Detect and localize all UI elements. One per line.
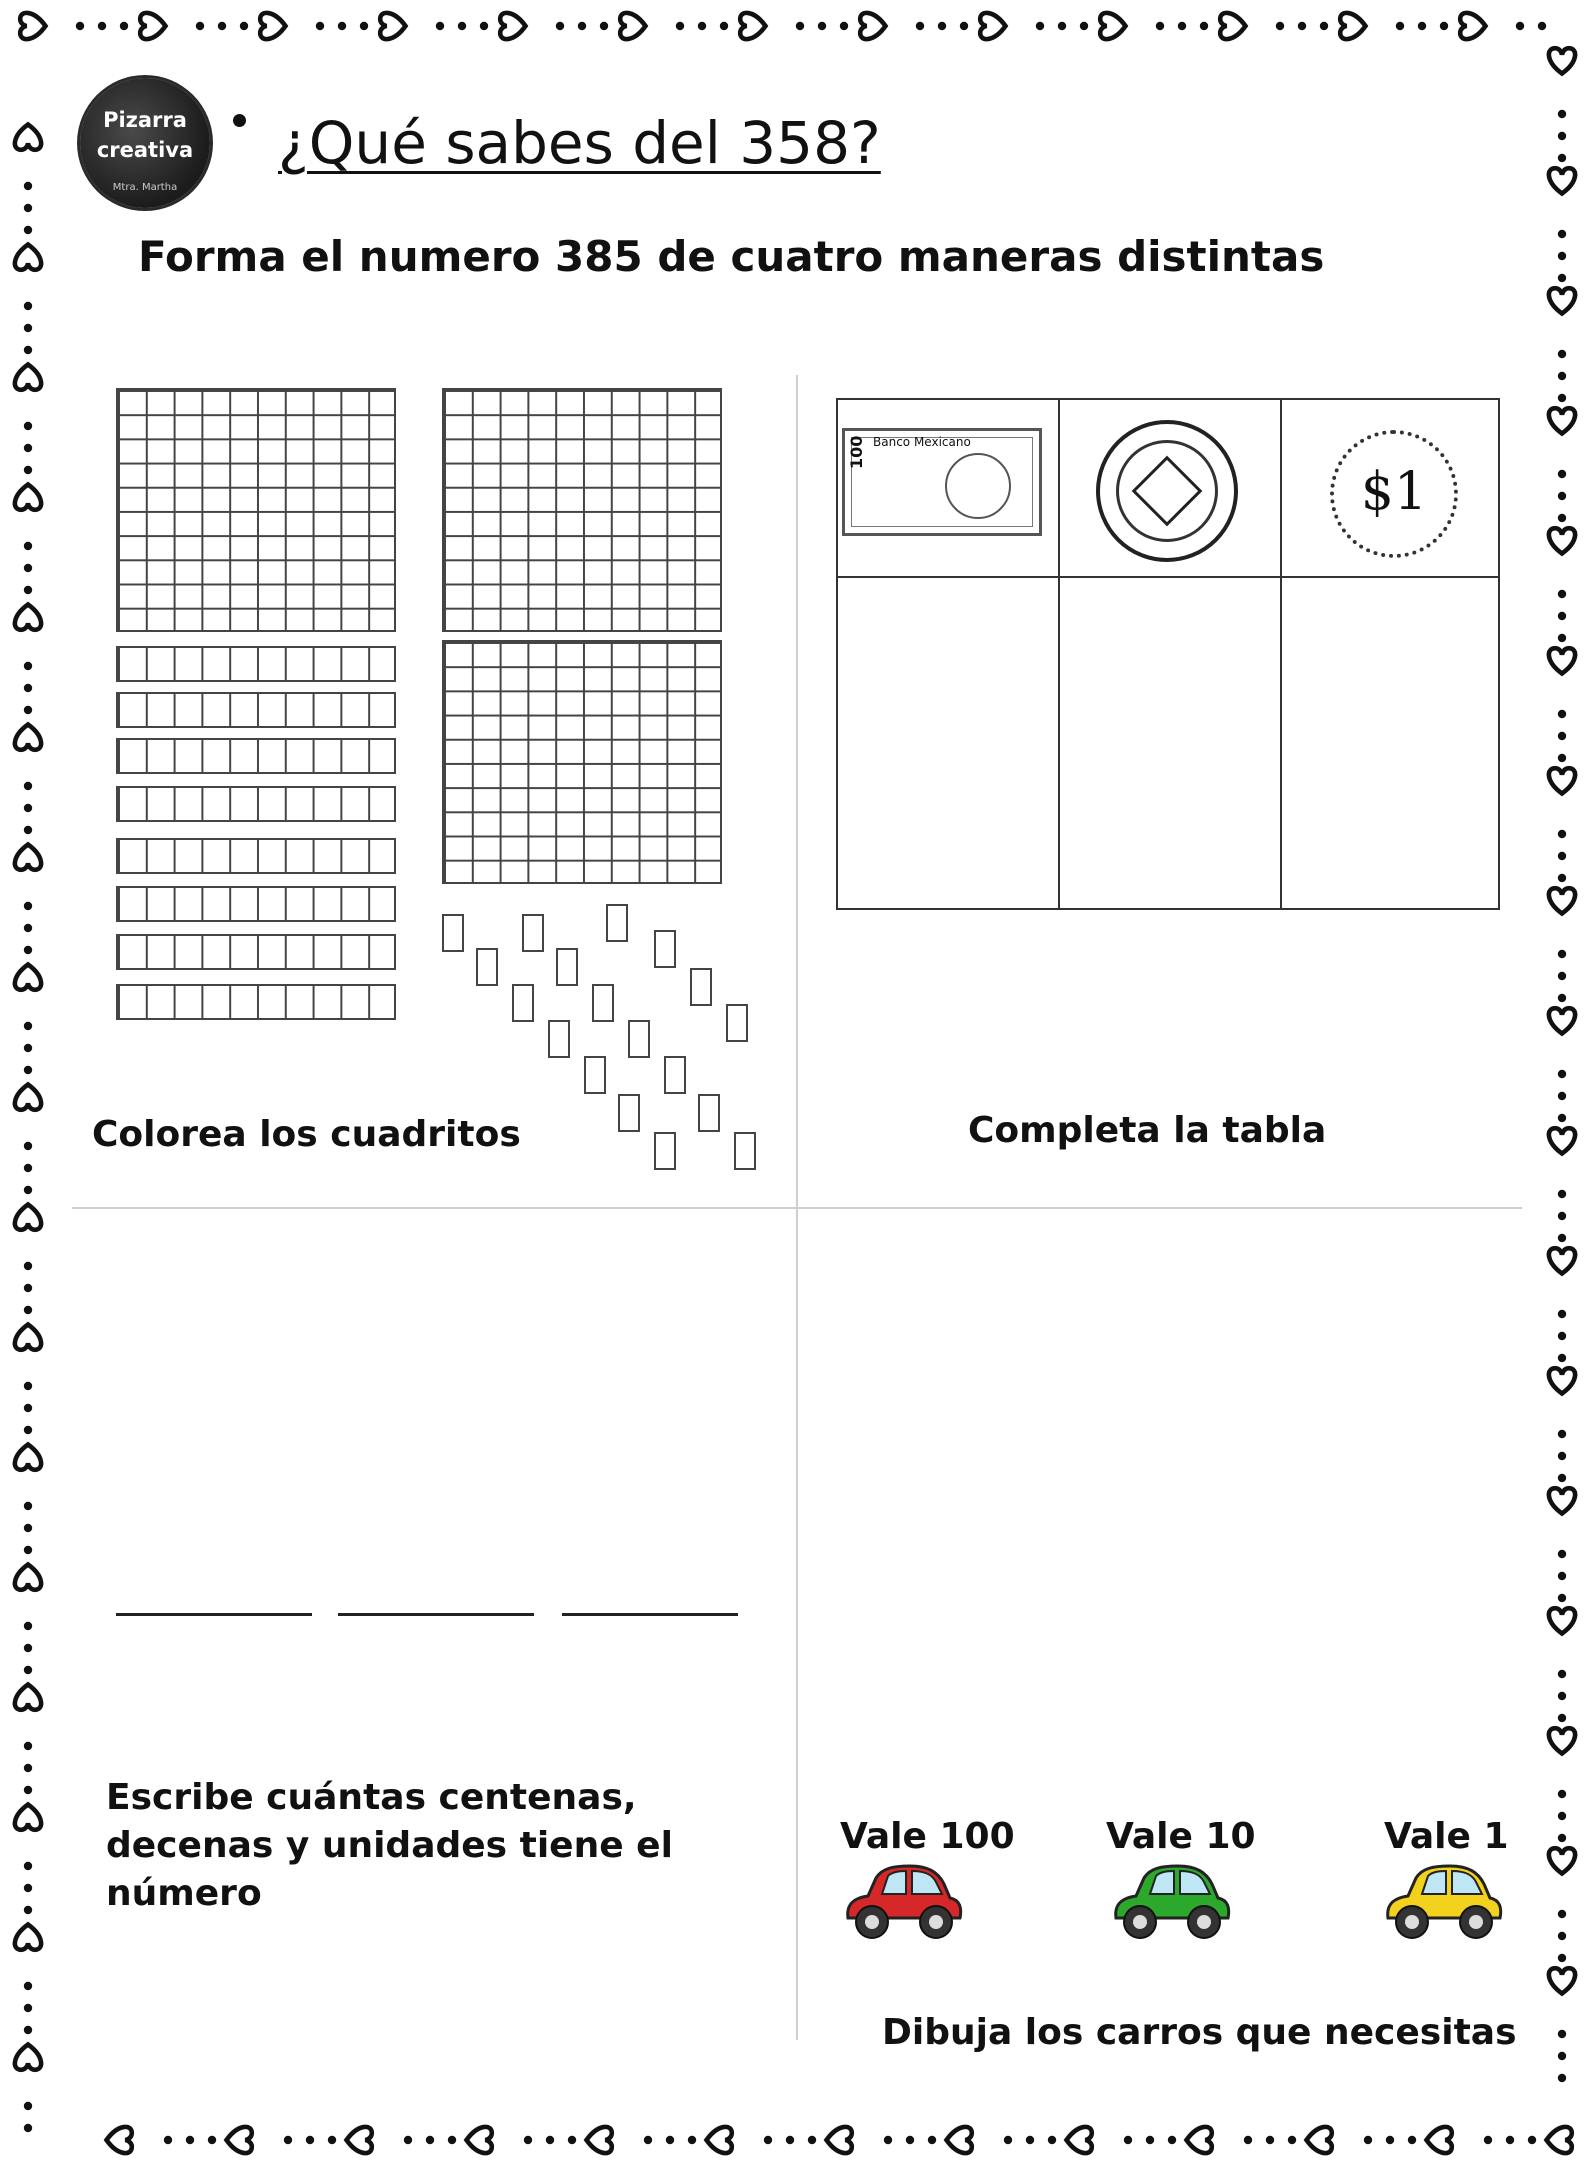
border-dot [556, 22, 564, 30]
border-dot [24, 302, 32, 310]
write-label: Escribe cuántas centenas, decenas y unidades tiene el número [106, 1777, 673, 1914]
unit-cube[interactable] [654, 930, 676, 968]
border-dot [1298, 22, 1306, 30]
border-heart-icon [1549, 1128, 1575, 1153]
border-dot [1266, 2136, 1274, 2144]
border-heart-icon [1460, 13, 1485, 39]
border-dot [426, 2136, 434, 2144]
border-dot [1004, 2136, 1012, 2144]
border-dot [24, 1524, 32, 1532]
border-dot [120, 22, 128, 30]
border-dot [24, 346, 32, 354]
ten-bar[interactable] [116, 886, 396, 922]
unit-cube[interactable] [522, 914, 544, 952]
border-dot [24, 804, 32, 812]
border-heart-icon [947, 2127, 972, 2153]
coin-10-icon [1096, 420, 1238, 562]
border-dot [196, 22, 204, 30]
border-dot [24, 1306, 32, 1314]
border-dot [1558, 274, 1566, 282]
border-dot [1320, 22, 1328, 30]
ten-bar[interactable] [116, 692, 396, 728]
border-dot [24, 182, 32, 190]
border-dot [24, 706, 32, 714]
border-heart-icon [467, 2127, 492, 2153]
border-dot [24, 542, 32, 550]
border-heart-icon [1549, 1968, 1575, 1993]
coin-1-text: $1 [1360, 462, 1428, 522]
border-dot [1558, 154, 1566, 162]
border-dot [1516, 22, 1524, 30]
border-dot [1364, 2136, 1372, 2144]
border-dot [1558, 1834, 1566, 1842]
border-dot [1558, 132, 1566, 140]
border-dot [688, 2136, 696, 2144]
border-dot [24, 946, 32, 954]
border-dot [1558, 1714, 1566, 1722]
border-dot [1558, 1812, 1566, 1820]
border-dot [1036, 22, 1044, 30]
table-column-line [1280, 400, 1282, 908]
border-dot [24, 782, 32, 790]
border-dot [546, 2136, 554, 2144]
border-dot [1558, 492, 1566, 500]
border-dot [328, 2136, 336, 2144]
border-dot [1558, 1572, 1566, 1580]
border-heart-icon [20, 13, 45, 39]
border-heart-icon [260, 13, 285, 39]
border-dot [808, 2136, 816, 2144]
border-heart-icon [15, 725, 41, 750]
page-title: ¿Qué sabes del 358? [278, 109, 881, 177]
border-dot [24, 1404, 32, 1412]
border-dot [644, 2136, 652, 2144]
unit-cube[interactable] [512, 984, 534, 1022]
unit-cube[interactable] [628, 1020, 650, 1058]
border-dot [1558, 590, 1566, 598]
cars-label: Dibuja los carros que necesitas [882, 2012, 1517, 2053]
border-dot [1558, 2074, 1566, 2082]
border-dot [1558, 634, 1566, 642]
ten-bar[interactable] [116, 786, 396, 822]
border-dot [1558, 514, 1566, 522]
border-heart-icon [1549, 408, 1575, 433]
bill-portrait [945, 453, 1011, 519]
border-dot [1558, 1910, 1566, 1918]
border-dot [928, 2136, 936, 2144]
border-heart-icon [1067, 2127, 1092, 2153]
border-dot [24, 204, 32, 212]
border-dot [1408, 2136, 1416, 2144]
logo-line2: creativa [96, 138, 194, 162]
car-value-label: Vale 1 [1384, 1816, 1509, 1857]
border-heart-icon [15, 245, 41, 270]
border-dot [938, 22, 946, 30]
ten-bar[interactable] [116, 934, 396, 970]
border-dot [1558, 350, 1566, 358]
border-dot [1558, 1452, 1566, 1460]
border-dot [76, 22, 84, 30]
border-dot [1386, 2136, 1394, 2144]
border-dot [24, 422, 32, 430]
border-dot [24, 1764, 32, 1772]
border-dot [1558, 1594, 1566, 1602]
ten-bar[interactable] [116, 984, 396, 1020]
border-dot [1558, 1234, 1566, 1242]
border-dot [720, 22, 728, 30]
table-row-line [838, 576, 1498, 578]
border-dot [1558, 1310, 1566, 1318]
border-dot [1558, 1550, 1566, 1558]
border-dot [1558, 1114, 1566, 1122]
border-heart-icon [15, 1085, 41, 1110]
border-dot [24, 2124, 32, 2132]
bill-100-icon [842, 428, 1042, 536]
bullet-icon [233, 114, 246, 127]
border-heart-icon [1549, 768, 1575, 793]
border-heart-icon [1549, 1728, 1575, 1753]
border-heart-icon [15, 845, 41, 870]
border-dot [1558, 612, 1566, 620]
border-dot [24, 1044, 32, 1052]
unit-cube[interactable] [606, 904, 628, 942]
border-dot [24, 2102, 32, 2110]
border-dot [796, 22, 804, 30]
border-heart-icon [1549, 168, 1575, 193]
border-dot [24, 1862, 32, 1870]
border-dot [1558, 1670, 1566, 1678]
border-heart-icon [1100, 13, 1125, 39]
border-dot [1558, 1430, 1566, 1438]
logo-line1: Pizarra [103, 108, 187, 132]
border-dot [1558, 110, 1566, 118]
border-heart-icon [227, 2127, 252, 2153]
border-dot [578, 22, 586, 30]
ten-bar[interactable] [116, 838, 396, 874]
unit-cube[interactable] [442, 914, 464, 952]
border-heart-icon [15, 1805, 41, 1830]
border-dot [1506, 2136, 1514, 2144]
border-dot [24, 1066, 32, 1074]
border-heart-icon [15, 965, 41, 990]
border-dot [1558, 1474, 1566, 1482]
unit-cube[interactable] [584, 1056, 606, 1094]
border-dot [818, 22, 826, 30]
border-dot [480, 22, 488, 30]
border-dot [1558, 994, 1566, 1002]
border-dot [24, 2026, 32, 2034]
ten-bar[interactable] [116, 738, 396, 774]
border-dot [1528, 2136, 1536, 2144]
border-dot [24, 1262, 32, 1270]
border-dot [786, 2136, 794, 2144]
unit-cube[interactable] [726, 1004, 748, 1042]
border-dot [840, 22, 848, 30]
border-dot [24, 586, 32, 594]
border-dot [1168, 2136, 1176, 2144]
border-dot [24, 1666, 32, 1674]
border-dot [24, 1186, 32, 1194]
border-heart-icon [1220, 13, 1245, 39]
border-dot [1178, 22, 1186, 30]
border-dot [448, 2136, 456, 2144]
border-dot [24, 1382, 32, 1390]
border-dot [24, 662, 32, 670]
unit-cube[interactable] [690, 968, 712, 1006]
border-dot [24, 1502, 32, 1510]
border-dot [698, 22, 706, 30]
border-dot [1558, 230, 1566, 238]
unit-cube[interactable] [592, 984, 614, 1022]
border-heart-icon [380, 13, 405, 39]
border-heart-icon [15, 2045, 41, 2070]
border-dot [24, 1884, 32, 1892]
border-dot [98, 22, 106, 30]
border-heart-icon [1549, 1848, 1575, 1873]
border-heart-icon [1549, 1488, 1575, 1513]
answer-blank-centenas[interactable] [116, 1613, 312, 1616]
pizarra-creativa-logo [80, 78, 210, 208]
border-dot [24, 1742, 32, 1750]
unit-cube[interactable] [664, 1056, 686, 1094]
border-dot [906, 2136, 914, 2144]
border-heart-icon [15, 1925, 41, 1950]
border-dot [24, 1142, 32, 1150]
border-heart-icon [1549, 528, 1575, 553]
border-dot [1558, 1692, 1566, 1700]
bill-value-text: 100 [847, 435, 866, 469]
border-heart-icon [500, 13, 525, 39]
border-dot [1558, 1092, 1566, 1100]
border-heart-icon [707, 2127, 732, 2153]
border-heart-icon [1549, 888, 1575, 913]
border-dot [24, 2004, 32, 2012]
border-dot [306, 2136, 314, 2144]
border-dot [666, 2136, 674, 2144]
border-dot [360, 22, 368, 30]
border-dot [436, 22, 444, 30]
border-dot [1418, 22, 1426, 30]
border-heart-icon [15, 1445, 41, 1470]
border-dot [1058, 22, 1066, 30]
border-dot [1276, 22, 1284, 30]
border-heart-icon [1340, 13, 1365, 39]
border-dot [24, 564, 32, 572]
border-dot [1558, 2030, 1566, 2038]
border-dot [24, 324, 32, 332]
border-dot [1558, 372, 1566, 380]
border-heart-icon [15, 365, 41, 390]
border-dot [24, 1426, 32, 1434]
border-dot [24, 1284, 32, 1292]
border-heart-icon [1549, 1248, 1575, 1273]
border-heart-icon [980, 13, 1005, 39]
border-dot [24, 924, 32, 932]
border-dot [24, 1906, 32, 1914]
border-dot [1558, 1354, 1566, 1362]
instruction-text: Forma el numero 385 de cuatro maneras distintas [138, 232, 1325, 281]
border-heart-icon [140, 13, 165, 39]
logo-sub: Mtra. Martha [112, 182, 178, 193]
border-dot [960, 22, 968, 30]
border-dot [1558, 1954, 1566, 1962]
border-dot [1558, 710, 1566, 718]
border-dot [1558, 852, 1566, 860]
border-dot [208, 2136, 216, 2144]
border-dot [1080, 22, 1088, 30]
border-dot [338, 22, 346, 30]
border-dot [884, 2136, 892, 2144]
quadrant-divider-horizontal [72, 1207, 1522, 1209]
border-dot [1146, 2136, 1154, 2144]
border-dot [916, 22, 924, 30]
border-dot [1200, 22, 1208, 30]
border-dot [1558, 1070, 1566, 1078]
border-dot [24, 444, 32, 452]
border-dot [1558, 394, 1566, 402]
border-dot [1558, 972, 1566, 980]
border-dot [1440, 22, 1448, 30]
hundred-block[interactable] [442, 640, 722, 884]
border-dot [186, 2136, 194, 2144]
border-dot [24, 226, 32, 234]
answer-blank-decenas[interactable] [338, 1613, 534, 1616]
border-heart-icon [1307, 2127, 1332, 2153]
border-heart-icon [15, 1565, 41, 1590]
answer-blank-unidades[interactable] [562, 1613, 738, 1616]
table-column-line [1058, 400, 1060, 908]
hundred-block[interactable] [442, 388, 722, 632]
unit-cube[interactable] [734, 1132, 756, 1170]
border-dot [24, 1546, 32, 1554]
yellow-car-icon [1380, 1860, 1506, 1944]
border-dot [1558, 874, 1566, 882]
border-heart-icon [1547, 2127, 1572, 2153]
border-dot [458, 22, 466, 30]
border-heart-icon [1549, 648, 1575, 673]
border-heart-icon [15, 1325, 41, 1350]
border-dot [24, 902, 32, 910]
border-dot [1558, 1212, 1566, 1220]
border-heart-icon [1549, 48, 1575, 73]
unit-cube[interactable] [618, 1094, 640, 1132]
border-dot [1124, 2136, 1132, 2144]
border-dot [1558, 732, 1566, 740]
coin-1-icon [1330, 430, 1458, 558]
unit-cube[interactable] [556, 948, 578, 986]
border-heart-icon [1549, 1608, 1575, 1633]
border-heart-icon [347, 2127, 372, 2153]
table-label: Completa la tabla [968, 1110, 1327, 1151]
border-dot [764, 2136, 772, 2144]
border-heart-icon [15, 125, 41, 150]
border-dot [24, 1644, 32, 1652]
color-squares-label: Colorea los cuadritos [92, 1114, 521, 1155]
border-heart-icon [15, 485, 41, 510]
border-heart-icon [587, 2127, 612, 2153]
border-dot [1558, 1332, 1566, 1340]
unit-cube[interactable] [476, 948, 498, 986]
border-dot [1026, 2136, 1034, 2144]
border-heart-icon [1549, 288, 1575, 313]
border-dot [1538, 22, 1546, 30]
border-dot [1048, 2136, 1056, 2144]
border-dot [1558, 2052, 1566, 2060]
border-dot [24, 1622, 32, 1630]
border-heart-icon [15, 1685, 41, 1710]
border-dot [218, 22, 226, 30]
border-heart-icon [1549, 1008, 1575, 1033]
border-heart-icon [620, 13, 645, 39]
border-dot [24, 826, 32, 834]
border-dot [1558, 1932, 1566, 1940]
border-dot [164, 2136, 172, 2144]
border-dot [1156, 22, 1164, 30]
border-dot [1558, 1190, 1566, 1198]
border-dot [404, 2136, 412, 2144]
unit-cube[interactable] [698, 1094, 720, 1132]
border-heart-icon [1427, 2127, 1452, 2153]
border-dot [24, 1022, 32, 1030]
border-dot [24, 1164, 32, 1172]
border-dot [24, 1786, 32, 1794]
border-dot [1244, 2136, 1252, 2144]
bill-bank-text: Banco Mexicano [873, 435, 971, 449]
border-dot [284, 2136, 292, 2144]
border-heart-icon [740, 13, 765, 39]
border-dot [676, 22, 684, 30]
border-dot [1396, 22, 1404, 30]
border-heart-icon [15, 1205, 41, 1230]
border-heart-icon [1187, 2127, 1212, 2153]
border-dot [1558, 950, 1566, 958]
red-car-icon [840, 1860, 966, 1944]
border-heart-icon [15, 605, 41, 630]
border-dot [24, 1982, 32, 1990]
border-dot [316, 22, 324, 30]
border-heart-icon [860, 13, 885, 39]
hundred-block[interactable] [116, 388, 396, 632]
unit-cube[interactable] [654, 1132, 676, 1170]
border-dot [1558, 470, 1566, 478]
border-dot [1558, 830, 1566, 838]
ten-bar[interactable] [116, 646, 396, 682]
border-heart-icon [107, 2127, 132, 2153]
border-dot [1558, 1790, 1566, 1798]
border-heart-icon [827, 2127, 852, 2153]
border-dot [568, 2136, 576, 2144]
border-dot [1558, 754, 1566, 762]
border-dot [24, 684, 32, 692]
border-dot [524, 2136, 532, 2144]
car-value-label: Vale 100 [840, 1816, 1015, 1857]
car-value-label: Vale 10 [1106, 1816, 1256, 1857]
green-car-icon [1108, 1860, 1234, 1944]
border-dot [1484, 2136, 1492, 2144]
border-dot [24, 466, 32, 474]
border-dot [1558, 252, 1566, 260]
unit-cube[interactable] [548, 1020, 570, 1058]
border-dot [600, 22, 608, 30]
border-dot [1288, 2136, 1296, 2144]
border-dot [240, 22, 248, 30]
border-heart-icon [1549, 1368, 1575, 1393]
